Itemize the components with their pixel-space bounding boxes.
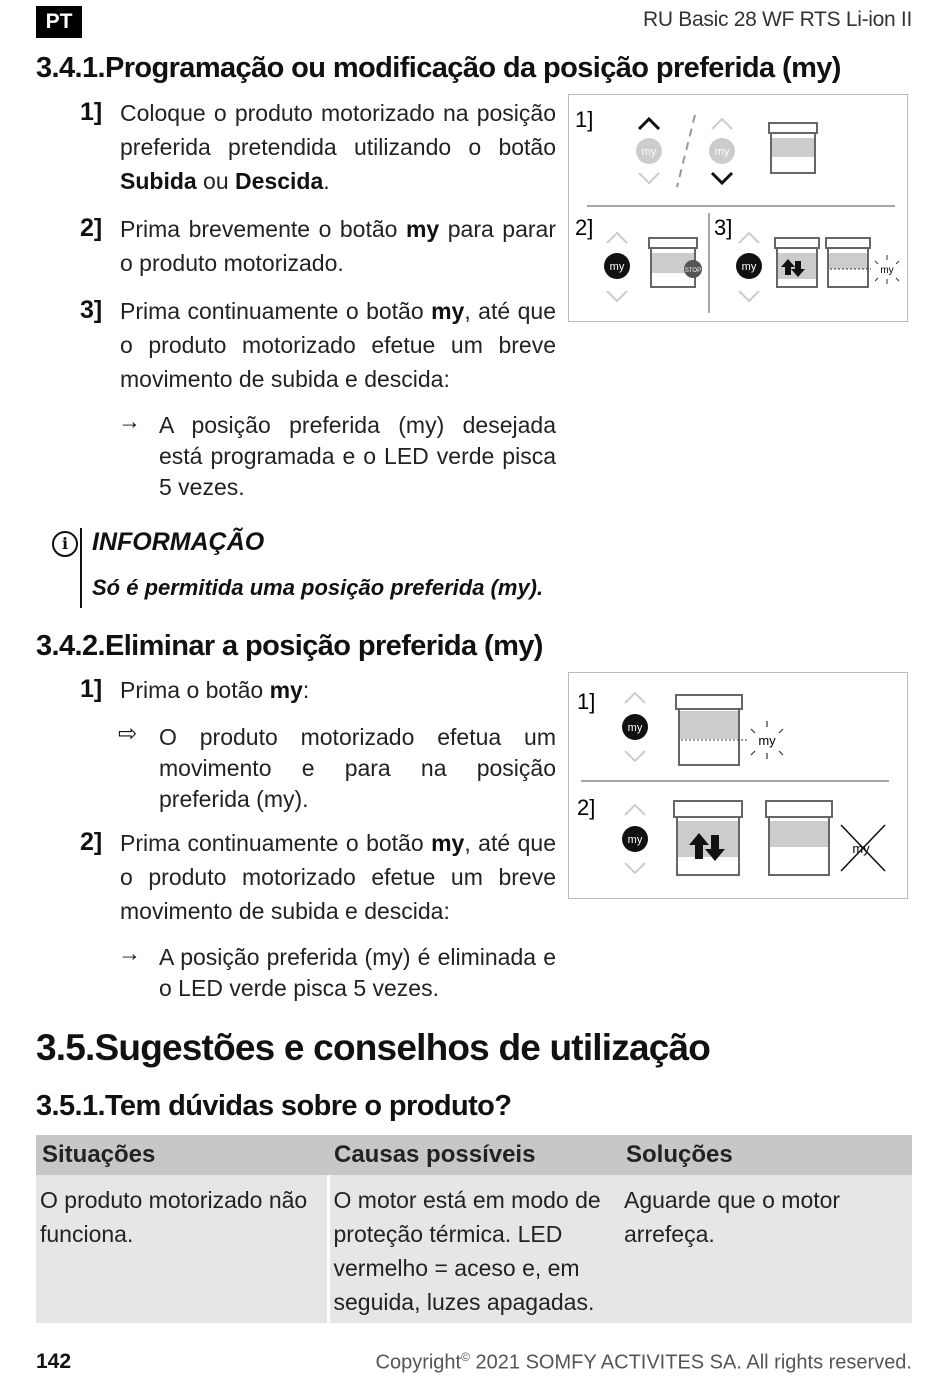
shutter-box	[676, 695, 742, 709]
down-arrow-icon	[712, 173, 732, 183]
result-text: O produto motorizado efetua um movimento e para na posição preferida (my).	[159, 724, 556, 812]
info-icon: i	[52, 531, 78, 557]
divider	[677, 115, 695, 187]
document-title: RU Basic 28 WF RTS Li-ion II	[643, 8, 912, 31]
shutter-box	[649, 238, 697, 248]
down-arrow-icon	[639, 173, 659, 183]
column-header: Soluções	[620, 1135, 912, 1175]
down-arrow-icon	[739, 291, 759, 301]
delete-cross-icon	[841, 825, 885, 871]
info-title: INFORMAÇÃO	[92, 528, 265, 556]
my-label: my	[609, 261, 625, 273]
up-arrow-icon	[739, 233, 759, 243]
my-label: my	[627, 834, 643, 846]
figure-illustration	[569, 673, 907, 898]
step-number: 2]	[80, 214, 103, 242]
figure-illustration	[569, 95, 907, 321]
up-arrow-icon	[712, 119, 732, 129]
figure-program-my-position	[568, 94, 908, 322]
shutter-box	[826, 238, 870, 248]
column-header: Causas possíveis	[328, 1135, 620, 1175]
copyright-notice: Copyright© 2021 SOMFY ACTIVITES SA. All rights reserved.	[375, 1350, 912, 1374]
step-number: 1]	[80, 675, 103, 703]
up-arrow-icon	[625, 805, 645, 815]
step-text: Coloque o produto motorizado na posição preferida pretendida utilizando o botão Subida ou Descida.	[120, 100, 556, 194]
table-cell: Aguarde que o motor arrefeça.	[620, 1175, 912, 1323]
shutter-curtain	[680, 711, 738, 739]
section-title-3-4-1: 3.4.1.Programação ou modificação da posição preferida (my)	[36, 52, 841, 84]
result-arrow-icon: ⇨	[118, 720, 138, 746]
table-cell: O produto motorizado não funciona.	[36, 1175, 328, 1323]
figure-delete-my-position	[568, 672, 908, 899]
my-label: my	[641, 146, 657, 158]
shutter-box	[775, 238, 819, 248]
figure-label: 2]	[577, 795, 596, 820]
info-divider	[80, 528, 82, 608]
table-row	[36, 1175, 912, 1323]
step-text: Prima o botão my:	[120, 677, 310, 703]
shutter-curtain	[770, 821, 828, 847]
down-arrow-icon	[607, 291, 627, 301]
down-arrow-icon	[625, 863, 645, 873]
up-arrow-icon	[607, 233, 627, 243]
section-title-3-4-2: 3.4.2.Eliminar a posição preferida (my)	[36, 630, 543, 662]
section-title-3-5: 3.5.Sugestões e conselhos de utilização	[36, 1027, 711, 1068]
result-text: A posição preferida (my) desejada está programada e o LED verde pisca 5 vezes.	[159, 412, 556, 500]
step-text: Prima continuamente o botão my, até que o produto motorizado efetue um breve movimento de subida e descida:	[120, 298, 556, 392]
my-label: my	[758, 733, 776, 748]
up-arrow-icon	[625, 693, 645, 703]
figure-label: 1]	[575, 107, 594, 132]
my-label: my	[627, 722, 643, 734]
shutter-box	[674, 801, 742, 817]
down-arrow-icon	[625, 751, 645, 761]
column-header: Situações	[36, 1135, 328, 1175]
result-text: A posição preferida (my) é eliminada e o LED verde pisca 5 vezes.	[159, 944, 556, 1001]
my-label: my	[741, 261, 757, 273]
info-text: Só é permitida uma posição preferida (my).	[92, 575, 544, 600]
shutter-curtain	[772, 138, 814, 157]
my-label: my	[852, 841, 870, 856]
language-badge: PT	[36, 6, 82, 38]
my-label: my	[880, 265, 894, 276]
stop-label: STOP	[684, 268, 702, 274]
figure-label: 1]	[577, 689, 596, 714]
figure-label: 3]	[714, 215, 733, 240]
step-number: 2]	[80, 828, 103, 856]
my-label: my	[714, 146, 730, 158]
step-text: Prima brevemente o botão my para parar o produto motorizado.	[120, 216, 556, 276]
up-arrow-icon	[639, 119, 659, 129]
result-arrow-icon: →	[118, 408, 141, 434]
shutter-curtain	[829, 253, 867, 269]
step-text: Prima continuamente o botão my, até que o produto motorizado efetue um breve movimento de subida e descida:	[120, 830, 556, 924]
figure-label: 2]	[575, 215, 594, 240]
page-number: 142	[36, 1350, 72, 1373]
step-number: 1]	[80, 98, 103, 126]
shutter-box	[769, 123, 817, 133]
shutter-box	[766, 801, 832, 817]
table-header-row	[36, 1135, 912, 1175]
step-number: 3]	[80, 296, 103, 324]
table-cell: O motor está em modo de proteção térmica. LED vermelho = aceso e, em seguida, luzes apagadas.	[328, 1175, 620, 1323]
result-arrow-icon: →	[118, 940, 141, 966]
troubleshooting-table	[36, 1135, 912, 1323]
section-title-3-5-1: 3.5.1.Tem dúvidas sobre o produto?	[36, 1090, 512, 1122]
